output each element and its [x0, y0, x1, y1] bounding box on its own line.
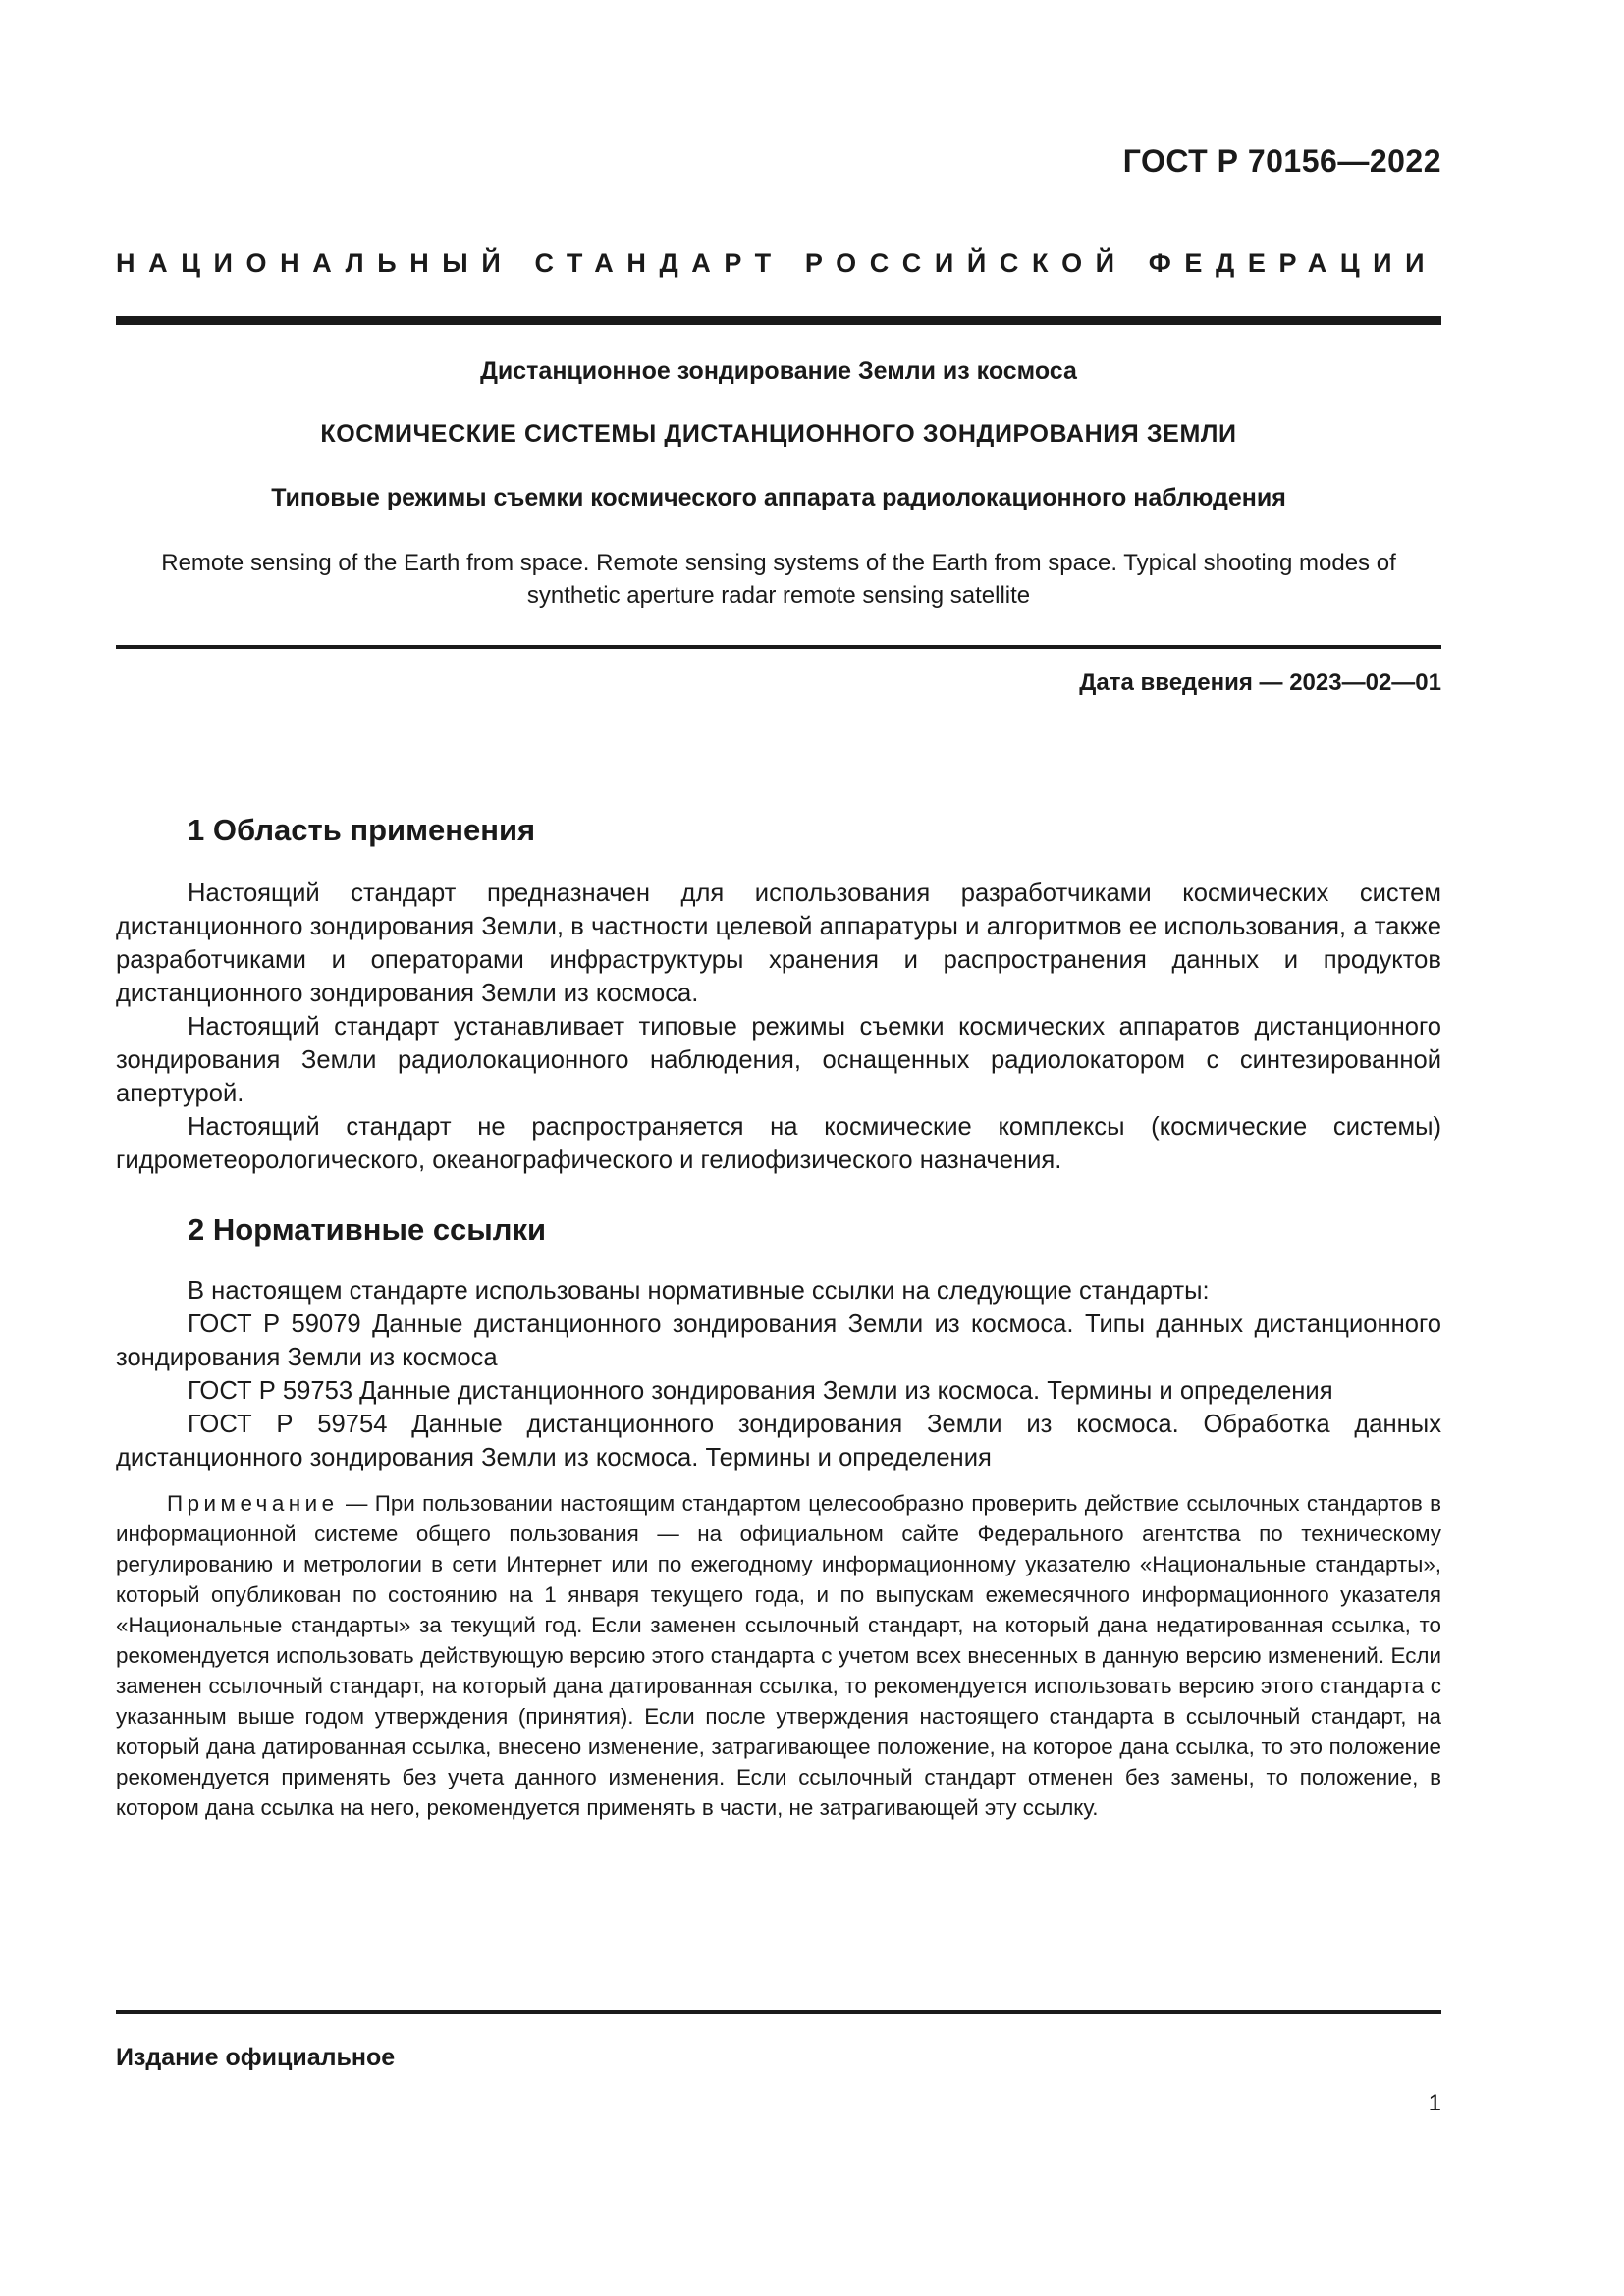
edition-label: Издание официальное — [116, 2044, 396, 2071]
note-paragraph — [116, 1488, 1441, 1823]
section-2-body — [116, 1274, 1441, 1474]
footer-rule — [116, 2010, 1441, 2014]
national-standard-banner: НАЦИОНАЛЬНЫЙ СТАНДАРТ РОССИЙСКОЙ ФЕДЕРАЦИИ — [116, 248, 1438, 278]
section-1-paragraph: Настоящий стандарт устанавливает типовые режимы съемки космических аппаратов дистанционного зондирования Земли радиолокационного наблюдения, оснащенных радиолокатором с синтезированной апертурой. — [116, 1013, 1441, 1107]
page-number: 1 — [1428, 2090, 1441, 2116]
section-1-paragraph: Настоящий стандарт предназначен для использования разработчиками космических систем дистанционного зондирования Земли, в частности целевой аппаратуры и алгоритмов ее использования, а также разработчиками и операторами инфраструктуры хранения и распространения данных и продуктов дистанционного зондирования Земли из космоса. — [116, 880, 1441, 1007]
section-1-body — [116, 877, 1441, 1177]
title-line-1: Дистанционное зондирование Земли из космоса — [480, 357, 1077, 385]
title-rule — [116, 645, 1441, 649]
title-line-3: Типовые режимы съемки космического аппарата радиолокационного наблюдения — [271, 484, 1286, 511]
english-title: Remote sensing of the Earth from space. Remote sensing systems of the Earth from space. Typical shooting modes of synthetic aperture radar remote sensing satellite — [161, 550, 1396, 609]
reference-item: ГОСТ Р 59753 Данные дистанционного зондирования Земли из космоса. Термины и определения — [188, 1377, 1333, 1405]
effective-date: Дата введения — 2023—02—01 — [1079, 669, 1441, 696]
note-label: Примечание — [167, 1491, 339, 1516]
note-block — [116, 1488, 1441, 1823]
note-text: — При пользовании настоящим стандартом целесообразно проверить действие ссылочных стандартов в информационной системе общего пользования — на официальном сайте Федерального агентства по техническому регулированию и метрологии в сети Интернет или по ежегодному информационному указателю «Национальные стандарты», который опубликован по состоянию на 1 января текущего года, и по выпускам ежемесячного информационного указателя «Национальные стандарты» за текущий год. Если заменен ссылочный стандарт, на который дана недатированная ссылка, то рекомендуется использовать действующую версию этого стандарта с учетом всех внесенных в данную версию изменений. Если заменен ссылочный стандарт, на который дана датированная ссылка, то рекомендуется использовать версию этого стандарта с указанным выше годом утверждения (принятия). Если после утверждения настоящего стандарта в ссылочный стандарт, на который дана датированная ссылка, внесено изменение, затрагивающее положение, на которое дана ссылка, то это положение рекомендуется применять без учета данного изменения. Если ссылочный стандарт отменен без замены, то положение, в котором дана ссылка на него, рекомендуется применять в части, не затрагивающей эту ссылку. — [116, 1491, 1441, 1820]
section-1-paragraph: Настоящий стандарт не распространяется на космические комплексы (космические системы) гидрометеорологического, океанографического и гелиофизического назначения. — [116, 1113, 1441, 1174]
section-1-heading: 1 Область применения — [188, 813, 536, 847]
document-code: ГОСТ Р 70156—2022 — [1122, 143, 1441, 179]
title-line-2: КОСМИЧЕСКИЕ СИСТЕМЫ ДИСТАНЦИОННОГО ЗОНДИРОВАНИЯ ЗЕМЛИ — [320, 420, 1237, 448]
section-2-heading: 2 Нормативные ссылки — [188, 1212, 547, 1247]
reference-item: ГОСТ Р 59079 Данные дистанционного зондирования Земли из космоса. Типы данных дистанционного зондирования Земли из космоса — [116, 1310, 1441, 1371]
reference-item: ГОСТ Р 59754 Данные дистанционного зондирования Земли из космоса. Обработка данных дистанционного зондирования Земли из космоса. Термины и определения — [116, 1411, 1441, 1471]
header-rule — [116, 316, 1441, 325]
section-2-paragraph: В настоящем стандарте использованы нормативные ссылки на следующие стандарты: — [188, 1277, 1210, 1305]
